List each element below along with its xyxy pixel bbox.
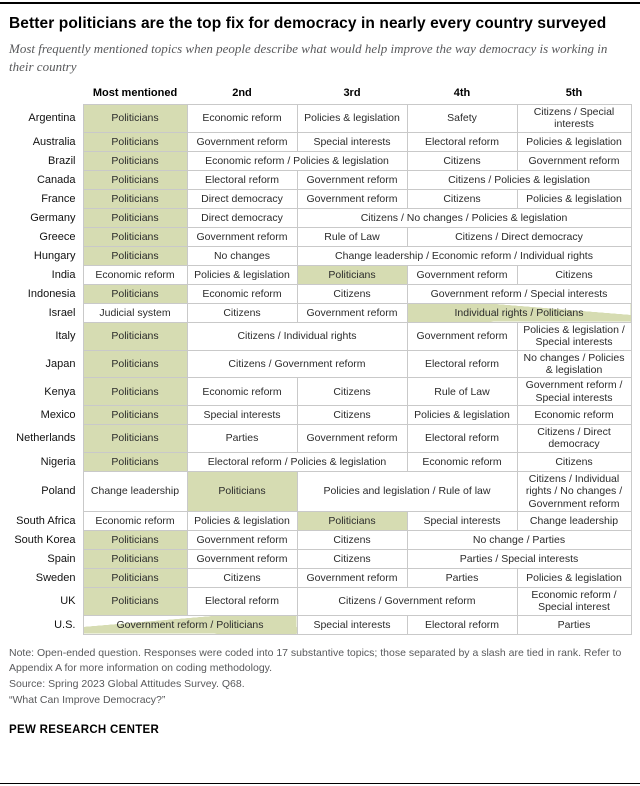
topic-cell: Politicians — [187, 471, 297, 511]
topic-cell: Politicians — [83, 227, 187, 246]
topic-cell: Change leadership — [83, 471, 187, 511]
topic-cell: Citizens / Direct democracy — [407, 227, 631, 246]
country-label: U.S. — [9, 615, 83, 634]
topic-cell: No changes — [187, 246, 297, 265]
topic-cell: Citizens — [187, 568, 297, 587]
pew-figure — [0, 15, 640, 736]
report-title-line: “What Can Improve Democracy?” — [9, 693, 166, 706]
topic-cell: Citizens — [297, 549, 407, 568]
country-label: Canada — [9, 170, 83, 189]
topic-cell: Citizens / Government reform — [187, 350, 407, 378]
topic-cell: Economic reform — [187, 378, 297, 406]
topic-cell: No changes / Policies & legislation — [517, 350, 631, 378]
topic-cell: Government reform / Special interests — [517, 378, 631, 406]
topic-cell: Direct democracy — [187, 189, 297, 208]
country-label: Israel — [9, 303, 83, 322]
table-body — [9, 105, 631, 635]
topic-cell: Electoral reform — [407, 132, 517, 151]
topic-cell: Economic reform — [187, 284, 297, 303]
country-label: Poland — [9, 471, 83, 511]
table-row — [9, 105, 631, 133]
topic-cell: Citizens / No changes / Policies & legislation — [297, 208, 631, 227]
topic-cell: Politicians — [297, 265, 407, 284]
topic-cell: Citizens — [517, 265, 631, 284]
topic-cell: Politicians — [83, 132, 187, 151]
topic-cell: Economic reform — [83, 511, 187, 530]
country-label: Hungary — [9, 246, 83, 265]
topic-cell: Citizens / Individual rights — [187, 322, 407, 350]
topic-cell: Government reform — [187, 132, 297, 151]
column-header-2nd: 2nd — [187, 87, 297, 105]
note-text — [9, 646, 631, 709]
table-row — [9, 452, 631, 471]
topic-cell: Policies and legislation / Rule of law — [297, 471, 517, 511]
topic-cell: Economic reform — [517, 406, 631, 425]
table-row — [9, 303, 631, 322]
column-header-4th: 4th — [407, 87, 517, 105]
topic-cell: Government reform — [187, 227, 297, 246]
rankings-table — [9, 87, 632, 635]
table-row — [9, 227, 631, 246]
topic-cell: Economic reform / Special interest — [517, 587, 631, 615]
country-label: France — [9, 189, 83, 208]
country-column-header — [9, 87, 83, 105]
topic-cell: Parties — [187, 425, 297, 453]
table-row — [9, 246, 631, 265]
topic-cell: Politicians — [83, 406, 187, 425]
topic-cell: Parties — [517, 615, 631, 634]
country-label: Mexico — [9, 406, 83, 425]
table-row — [9, 530, 631, 549]
table-row — [9, 284, 631, 303]
topic-cell: Policies & legislation — [517, 132, 631, 151]
table-row — [9, 132, 631, 151]
topic-cell: Politicians — [83, 587, 187, 615]
topic-cell: Government reform — [297, 170, 407, 189]
topic-cell: Citizens / Special interests — [517, 105, 631, 133]
topic-cell: Politicians — [297, 511, 407, 530]
topic-cell: Special interests — [297, 615, 407, 634]
brand: PEW RESEARCH CENTER — [9, 723, 160, 736]
topic-cell: Citizens / Government reform — [297, 587, 517, 615]
topic-cell: Politicians — [83, 246, 187, 265]
topic-cell: Policies & legislation — [517, 189, 631, 208]
topic-cell: Government reform — [187, 549, 297, 568]
table-row — [9, 208, 631, 227]
country-label: Nigeria — [9, 452, 83, 471]
topic-cell: Economic reform — [407, 452, 517, 471]
topic-cell: Economic reform — [83, 265, 187, 284]
table-row — [9, 406, 631, 425]
topic-cell: Politicians — [83, 284, 187, 303]
table-row — [9, 151, 631, 170]
topic-cell: Citizens — [297, 284, 407, 303]
table-row — [9, 189, 631, 208]
country-label: Greece — [9, 227, 83, 246]
topic-cell: Special interests — [407, 511, 517, 530]
page-title: Better politicians are the top fix for democracy in nearly every country surveyed — [9, 15, 607, 32]
country-label: Japan — [9, 350, 83, 378]
table-row — [9, 350, 631, 378]
table-row — [9, 587, 631, 615]
subtitle: Most frequently mentioned topics when people describe what would help improve the way democracy is working in their country — [9, 41, 608, 74]
topic-cell: Government reform — [407, 322, 517, 350]
table-row — [9, 549, 631, 568]
topic-cell: Parties / Special interests — [407, 549, 631, 568]
topic-cell: Politicians — [83, 350, 187, 378]
country-label: Sweden — [9, 568, 83, 587]
column-header-row — [9, 87, 631, 105]
topic-cell: Politicians — [83, 170, 187, 189]
country-label: South Korea — [9, 530, 83, 549]
topic-cell: Special interests — [297, 132, 407, 151]
topic-cell: Rule of Law — [407, 378, 517, 406]
topic-cell: Politicians — [83, 151, 187, 170]
topic-cell: Economic reform / Policies & legislation — [187, 151, 407, 170]
topic-cell: Change leadership / Economic reform / Individual rights — [297, 246, 631, 265]
topic-cell: Policies & legislation — [517, 568, 631, 587]
country-label: Argentina — [9, 105, 83, 133]
topic-cell: Government reform / Politicians — [83, 615, 297, 634]
country-label: Italy — [9, 322, 83, 350]
topic-cell: Politicians — [83, 208, 187, 227]
top-divider — [0, 2, 640, 4]
topic-cell: Policies & legislation — [297, 105, 407, 133]
topic-cell: Citizens — [297, 406, 407, 425]
topic-cell: Citizens — [297, 530, 407, 549]
table-row — [9, 170, 631, 189]
country-label: South Africa — [9, 511, 83, 530]
table-row — [9, 511, 631, 530]
topic-cell: Politicians — [83, 530, 187, 549]
topic-cell: Parties — [407, 568, 517, 587]
topic-cell: Politicians — [83, 322, 187, 350]
topic-cell: Change leadership — [517, 511, 631, 530]
topic-cell: Government reform — [517, 151, 631, 170]
topic-cell: Politicians — [83, 105, 187, 133]
topic-cell: Citizens / Individual rights / No changes / Government reform — [517, 471, 631, 511]
topic-cell: Citizens / Direct democracy — [517, 425, 631, 453]
topic-cell: Policies & legislation / Special interests — [517, 322, 631, 350]
table-row — [9, 425, 631, 453]
note-line: Note: Open-ended question. Responses were coded into 17 substantive topics; those separated by a slash are tied in rank. Refer to — [9, 646, 622, 659]
column-header-most-mentioned: Most mentioned — [83, 87, 187, 105]
topic-cell: Citizens / Policies & legislation — [407, 170, 631, 189]
topic-cell: Politicians — [83, 452, 187, 471]
topic-cell: Electoral reform — [407, 425, 517, 453]
topic-cell: Electoral reform — [407, 615, 517, 634]
country-label: Indonesia — [9, 284, 83, 303]
country-label: Kenya — [9, 378, 83, 406]
table-row — [9, 615, 631, 634]
topic-cell: Politicians — [83, 378, 187, 406]
topic-cell: Government reform — [297, 303, 407, 322]
table-row — [9, 378, 631, 406]
column-header-3rd: 3rd — [297, 87, 407, 105]
table-row — [9, 568, 631, 587]
source-line: Source: Spring 2023 Global Attitudes Survey. Q68. — [9, 678, 245, 691]
topic-cell: Electoral reform — [407, 350, 517, 378]
topic-cell: Individual rights / Politicians — [407, 303, 631, 322]
country-label: UK — [9, 587, 83, 615]
topic-cell: Government reform — [407, 265, 517, 284]
topic-cell: Policies & legislation — [407, 406, 517, 425]
topic-cell: Politicians — [83, 189, 187, 208]
topic-cell: Electoral reform — [187, 170, 297, 189]
column-header-5th: 5th — [517, 87, 631, 105]
table-row — [9, 265, 631, 284]
topic-cell: Government reform — [297, 568, 407, 587]
topic-cell: Politicians — [83, 568, 187, 587]
note-line: Appendix A for more information on coding methodology. — [9, 662, 273, 675]
topic-cell: Citizens — [187, 303, 297, 322]
country-label: Spain — [9, 549, 83, 568]
topic-cell: Government reform — [297, 425, 407, 453]
topic-cell: Rule of Law — [297, 227, 407, 246]
topic-cell: Government reform — [297, 189, 407, 208]
topic-cell: Special interests — [187, 406, 297, 425]
topic-cell: Electoral reform / Policies & legislation — [187, 452, 407, 471]
topic-cell: Citizens — [407, 151, 517, 170]
topic-cell: Politicians — [83, 549, 187, 568]
topic-cell: Citizens — [517, 452, 631, 471]
topic-cell: Politicians — [83, 425, 187, 453]
topic-cell: Electoral reform — [187, 587, 297, 615]
topic-cell: Citizens — [297, 378, 407, 406]
country-label: India — [9, 265, 83, 284]
topic-cell: Government reform / Special interests — [407, 284, 631, 303]
table-row — [9, 322, 631, 350]
topic-cell: Citizens — [407, 189, 517, 208]
topic-cell: Policies & legislation — [187, 511, 297, 530]
country-label: Germany — [9, 208, 83, 227]
topic-cell: Judicial system — [83, 303, 187, 322]
topic-cell: Policies & legislation — [187, 265, 297, 284]
country-label: Netherlands — [9, 425, 83, 453]
country-label: Brazil — [9, 151, 83, 170]
country-label: Australia — [9, 132, 83, 151]
topic-cell: No change / Parties — [407, 530, 631, 549]
topic-cell: Direct democracy — [187, 208, 297, 227]
topic-cell: Government reform — [187, 530, 297, 549]
topic-cell: Safety — [407, 105, 517, 133]
topic-cell: Economic reform — [187, 105, 297, 133]
table-row — [9, 471, 631, 511]
